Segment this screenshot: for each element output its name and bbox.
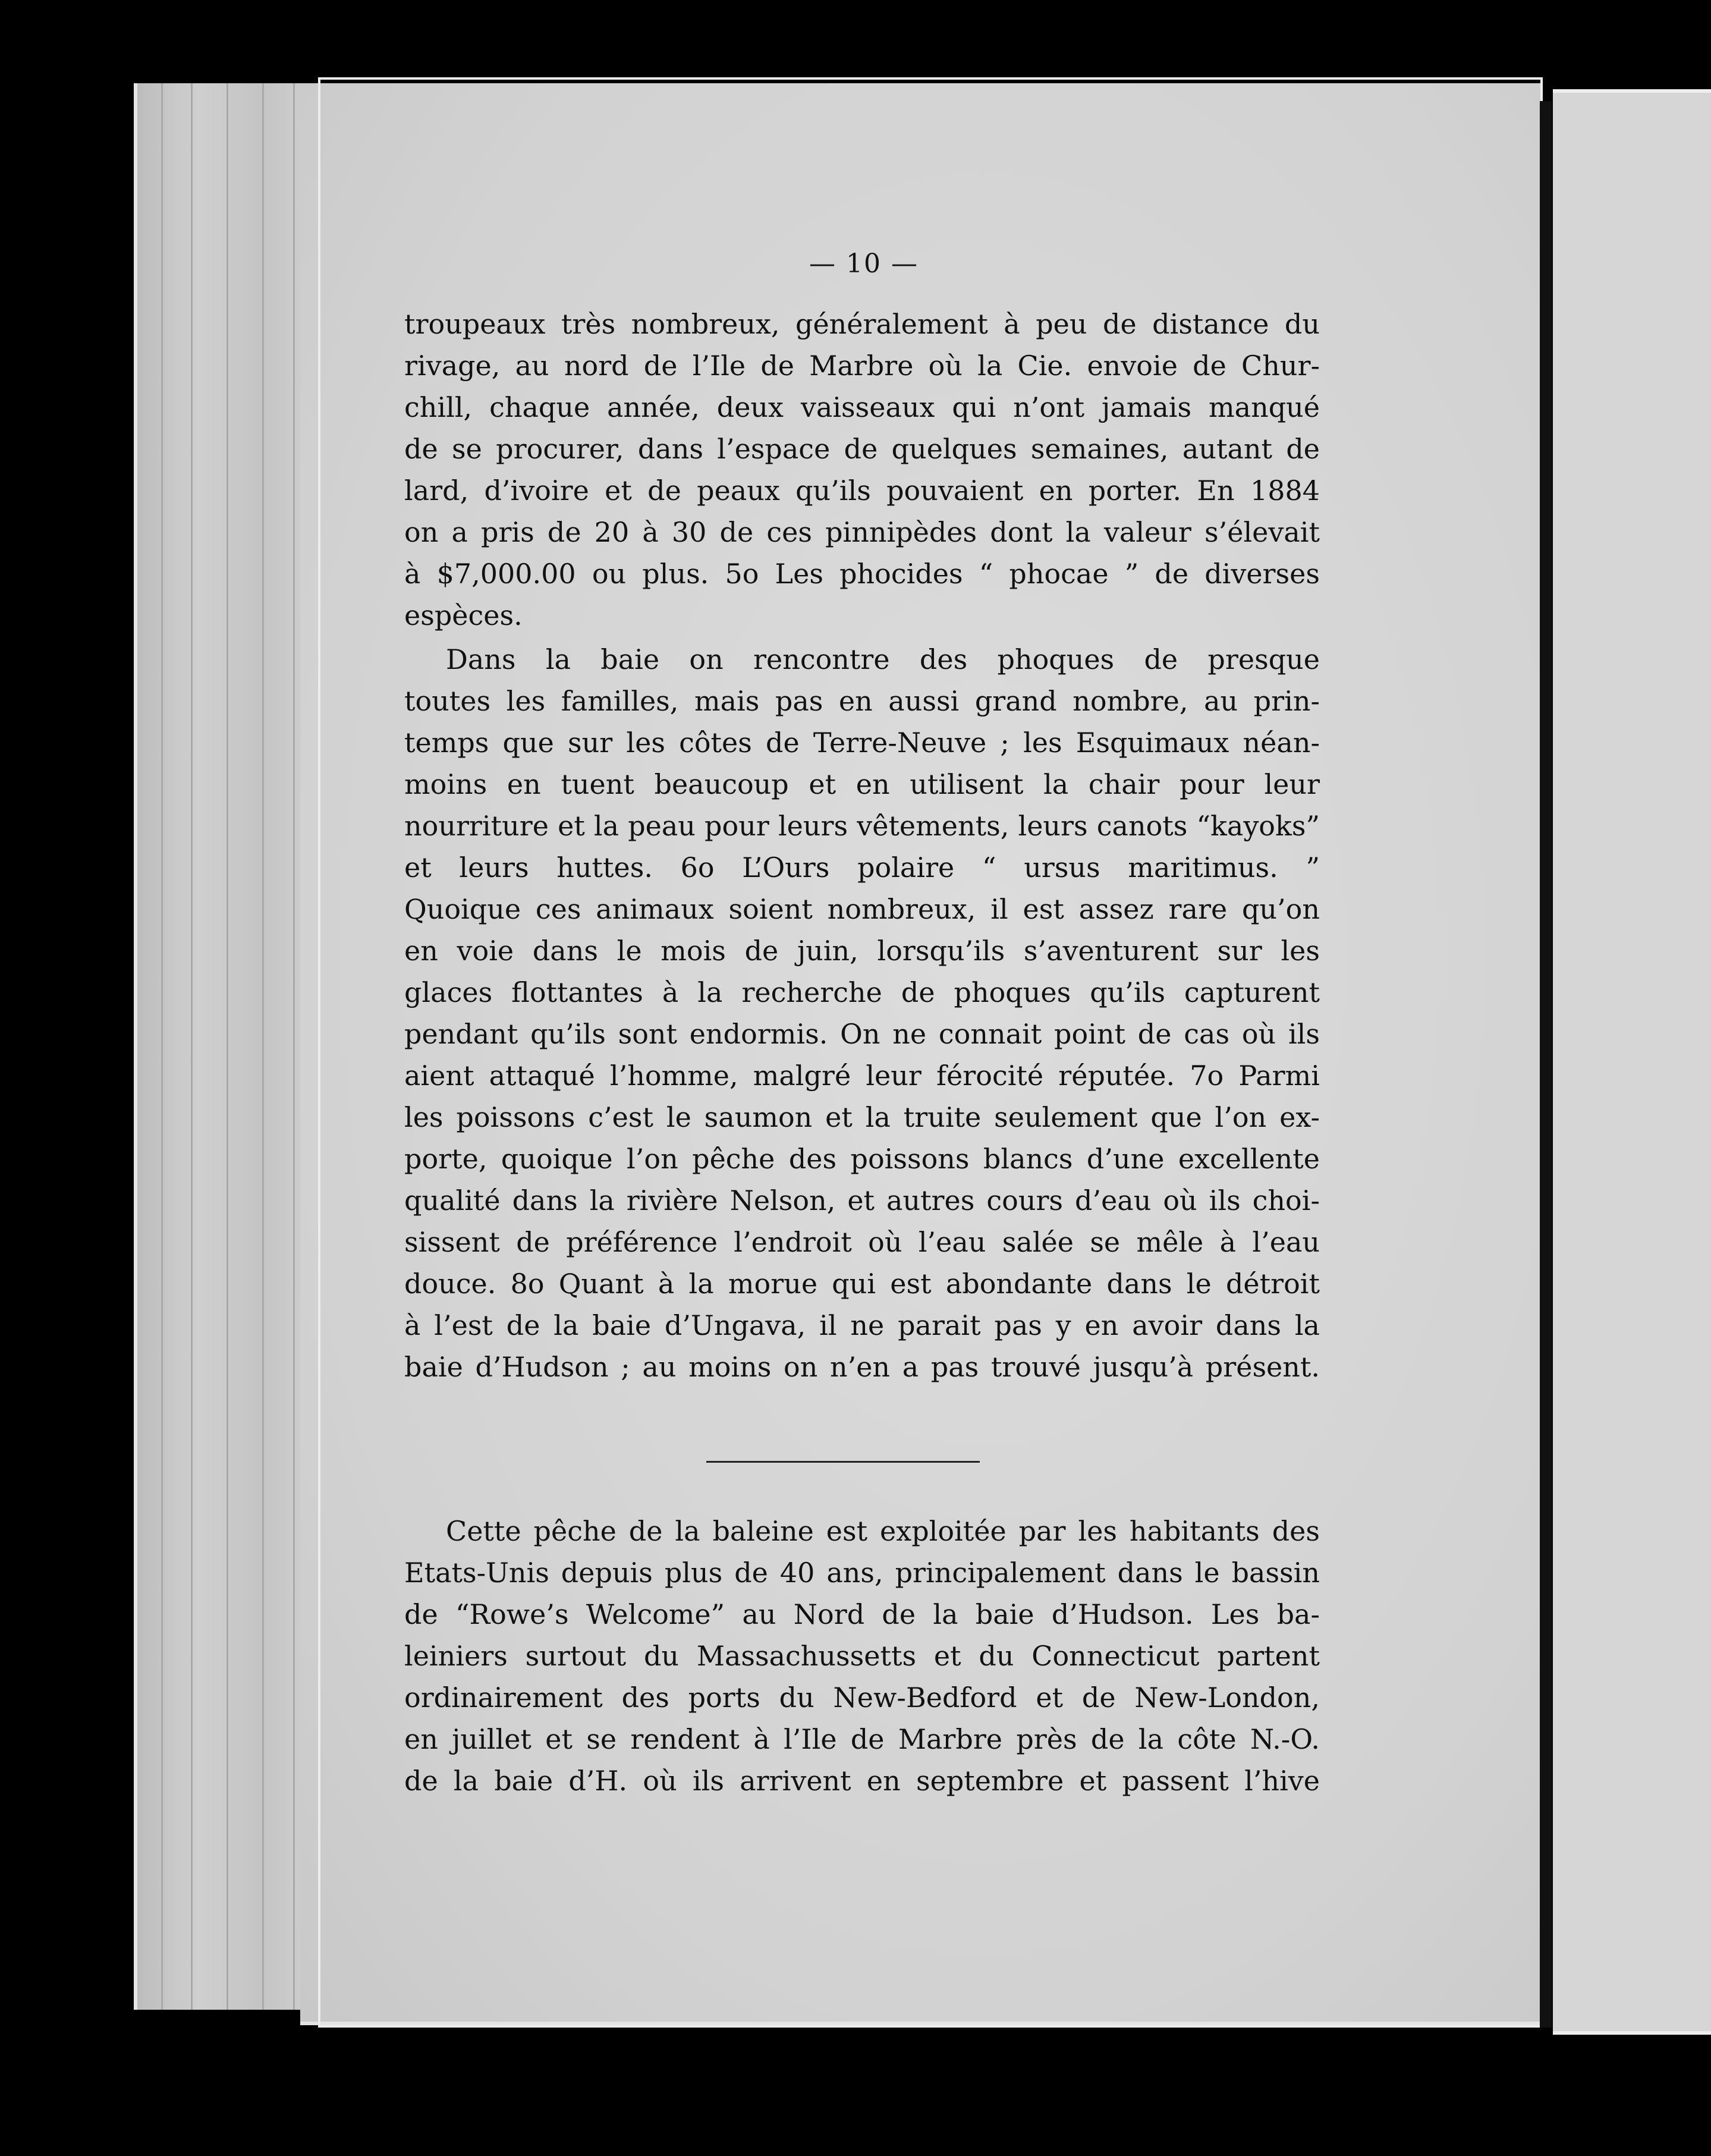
text-line: et leurs huttes. 6o L’Ours polaire “ ursus maritimus. ” <box>404 851 1320 884</box>
text-line: Quoique ces animaux soient nombreux, il est assez rare qu’on <box>404 893 1320 925</box>
text-line: en voie dans le mois de juin, lorsqu’ils s’aventurent sur les <box>404 935 1320 967</box>
text-line: Cette pêche de la baleine est exploitée par les habitants des <box>446 1515 1320 1547</box>
text-line: nourriture et la peau pour leurs vêtements, leurs canots “kayoks” <box>404 810 1320 842</box>
text-line: douce. 8o Quant à la morue qui est abondante dans le détroit <box>404 1268 1320 1300</box>
text-line: porte, quoique l’on pêche des poissons blancs d’une excellente <box>404 1143 1320 1175</box>
text-line: moins en tuent beaucoup et en utilisent la chair pour leur <box>404 768 1320 800</box>
text-line: Etats-Unis depuis plus de 40 ans, principalement dans le bassin <box>404 1557 1320 1589</box>
text-line: temps que sur les côtes de Terre-Neuve ; les Esquimaux néan- <box>404 727 1320 759</box>
text-line: glaces flottantes à la recherche de phoques qu’ils capturent <box>404 976 1320 1008</box>
facing-page <box>1553 89 1711 2035</box>
footnote-separator <box>706 1461 980 1463</box>
text-line: sissent de préférence l’endroit où l’eau salée se mêle à l’eau <box>404 1226 1320 1258</box>
text-line: on a pris de 20 à 30 de ces pinnipèdes dont la valeur s’élevait <box>404 516 1320 548</box>
text-line: à $7,000.00 ou plus. 5o Les phocides “ phocae ” de diverses <box>404 558 1320 590</box>
text-line: les poissons c’est le saumon et la truite seulement que l’on ex- <box>404 1101 1320 1133</box>
text-line: de se procurer, dans l’espace de quelques semaines, autant de <box>404 433 1320 465</box>
text-line: de “Rowe’s Welcome” au Nord de la baie d’Hudson. Les ba- <box>404 1598 1320 1630</box>
text-line: chill, chaque année, deux vaisseaux qui n’ont jamais manqué <box>404 391 1320 423</box>
text-line: de la baie d’H. où ils arrivent en septembre et passent l’hive <box>404 1765 1320 1797</box>
page-number: — 10 — <box>809 249 919 279</box>
text-line: à l’est de la baie d’Ungava, il ne parait pas y en avoir dans la <box>404 1309 1320 1341</box>
text-line: pendant qu’ils sont endormis. On ne connait point de cas où ils <box>404 1018 1320 1050</box>
text-line: lard, d’ivoire et de peaux qu’ils pouvaient en porter. En 1884 <box>404 474 1320 507</box>
text-line: Dans la baie on rencontre des phoques de presque <box>446 643 1320 675</box>
text-line: en juillet et se rendent à l’Ile de Marbre près de la côte N.-O. <box>404 1723 1320 1755</box>
text-line: toutes les familles, mais pas en aussi grand nombre, au prin- <box>404 685 1320 717</box>
text-line: baie d’Hudson ; au moins on n’en a pas trouvé jusqu’à présent. <box>404 1351 1320 1383</box>
text-line: leiniers surtout du Massachussetts et du Connecticut partent <box>404 1640 1320 1672</box>
text-line: ordinairement des ports du New-Bedford et de New-London, <box>404 1682 1320 1714</box>
text-line: troupeaux très nombreux, généralement à peu de distance du <box>404 308 1320 340</box>
text-line: rivage, au nord de l’Ile de Marbre où la Cie. envoie de Chur- <box>404 350 1320 382</box>
text-line: qualité dans la rivière Nelson, et autres cours d’eau où ils choi- <box>404 1184 1320 1217</box>
book-gutter <box>1540 101 1552 2028</box>
text-line: aient attaqué l’homme, malgré leur férocité réputée. 7o Parmi <box>404 1060 1320 1092</box>
text-line: espèces. <box>404 599 523 631</box>
